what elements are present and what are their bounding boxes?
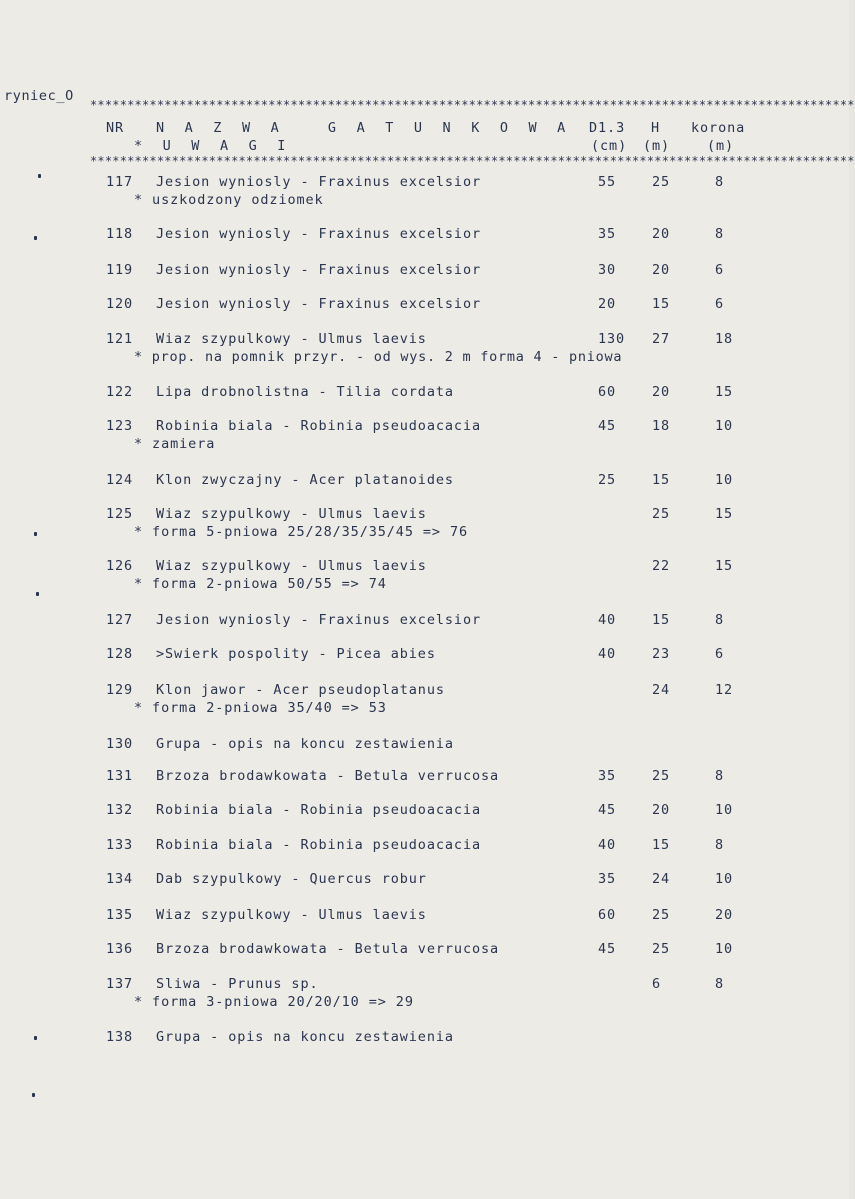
- species-name: Brzoza brodawkowata - Betula verrucosa: [156, 941, 500, 957]
- row-number: 121: [106, 331, 134, 347]
- diameter-value: 35: [598, 768, 617, 784]
- table-row: [0, 296, 849, 336]
- row-number: 129: [106, 682, 134, 698]
- species-name: Jesion wyniosly - Fraxinus excelsior: [156, 612, 481, 628]
- row-number: 130: [106, 736, 134, 752]
- row-number: 119: [106, 262, 134, 278]
- diameter-value: 45: [598, 418, 617, 434]
- row-number: 131: [106, 768, 134, 784]
- row-number: 127: [106, 612, 134, 628]
- species-name: >Swierk pospolity - Picea abies: [156, 646, 436, 662]
- species-name: Wiaz szypulkowy - Ulmus laevis: [156, 331, 427, 347]
- header-korona-unit: (m): [707, 138, 735, 154]
- diameter-value: 20: [598, 296, 617, 312]
- star-divider-top: *******************************************************************************************************: [90, 98, 855, 112]
- diameter-value: 40: [598, 837, 617, 853]
- crown-value: 10: [715, 418, 734, 434]
- remark-text: * forma 2-pniowa 35/40 => 53: [134, 700, 387, 716]
- table-row: [0, 871, 849, 911]
- header-remarks-title: * U W A G I: [134, 138, 292, 154]
- height-value: 15: [652, 837, 671, 853]
- margin-mark: [38, 174, 41, 178]
- height-value: 15: [652, 296, 671, 312]
- height-value: 20: [652, 226, 671, 242]
- row-number: 132: [106, 802, 134, 818]
- diameter-value: 30: [598, 262, 617, 278]
- header-korona: korona: [691, 120, 746, 136]
- diameter-value: 60: [598, 384, 617, 400]
- margin-mark: [34, 532, 37, 536]
- row-number: 120: [106, 296, 134, 312]
- diameter-value: 55: [598, 174, 617, 190]
- row-number: 136: [106, 941, 134, 957]
- height-value: 25: [652, 506, 671, 522]
- species-name: Robinia biala - Robinia pseudoacacia: [156, 802, 481, 818]
- margin-mark: [34, 1036, 37, 1040]
- header-h-unit: (m): [643, 138, 671, 154]
- star-divider-bottom: *******************************************************************************************************: [90, 154, 855, 168]
- diameter-value: 45: [598, 802, 617, 818]
- diameter-value: 60: [598, 907, 617, 923]
- margin-mark: [36, 592, 39, 596]
- height-value: 25: [652, 768, 671, 784]
- species-name: Robinia biala - Robinia pseudoacacia: [156, 837, 481, 853]
- crown-value: 8: [715, 174, 725, 190]
- table-row: [0, 682, 849, 722]
- row-number: 123: [106, 418, 134, 434]
- crown-value: 8: [715, 837, 725, 853]
- table-row: [0, 1029, 849, 1069]
- header-d13: D1.3: [589, 120, 626, 136]
- diameter-value: 45: [598, 941, 617, 957]
- height-value: 27: [652, 331, 671, 347]
- file-label: ryniec_O: [4, 88, 74, 104]
- remark-text: * zamiera: [134, 436, 216, 452]
- header-name-title: N A Z W A G A T U N K O W A: [156, 120, 572, 136]
- margin-mark: [34, 236, 37, 240]
- height-value: 6: [652, 976, 662, 992]
- crown-value: 10: [715, 802, 734, 818]
- species-name: Grupa - opis na koncu zestawienia: [156, 736, 454, 752]
- crown-value: 10: [715, 941, 734, 957]
- row-number: 125: [106, 506, 134, 522]
- diameter-value: 130: [598, 331, 626, 347]
- row-number: 122: [106, 384, 134, 400]
- table-row: [0, 941, 849, 981]
- row-number: 126: [106, 558, 134, 574]
- height-value: 25: [652, 907, 671, 923]
- species-name: Klon zwyczajny - Acer platanoides: [156, 472, 454, 488]
- species-name: Wiaz szypulkowy - Ulmus laevis: [156, 506, 427, 522]
- crown-value: 15: [715, 384, 734, 400]
- crown-value: 6: [715, 262, 725, 278]
- margin-mark: [32, 1093, 35, 1097]
- species-name: Jesion wyniosly - Fraxinus excelsior: [156, 226, 481, 242]
- remark-text: * forma 3-pniowa 20/20/10 => 29: [134, 994, 414, 1010]
- height-value: 22: [652, 558, 671, 574]
- species-name: Jesion wyniosly - Fraxinus excelsior: [156, 174, 481, 190]
- species-name: Dab szypulkowy - Quercus robur: [156, 871, 427, 887]
- table-row: [0, 506, 849, 546]
- crown-value: 8: [715, 612, 725, 628]
- height-value: 15: [652, 612, 671, 628]
- height-value: 20: [652, 262, 671, 278]
- height-value: 24: [652, 682, 671, 698]
- crown-value: 8: [715, 976, 725, 992]
- header-nr: NR: [106, 120, 125, 136]
- crown-value: 10: [715, 472, 734, 488]
- header-h: H: [651, 120, 661, 136]
- diameter-value: 40: [598, 646, 617, 662]
- table-row: [0, 646, 849, 686]
- table-row: [0, 226, 849, 266]
- row-number: 137: [106, 976, 134, 992]
- species-name: Jesion wyniosly - Fraxinus excelsior: [156, 296, 481, 312]
- row-number: 117: [106, 174, 134, 190]
- species-name: Grupa - opis na koncu zestawienia: [156, 1029, 454, 1045]
- row-number: 135: [106, 907, 134, 923]
- crown-value: 18: [715, 331, 734, 347]
- crown-value: 20: [715, 907, 734, 923]
- table-row: [0, 976, 849, 1016]
- header-d13-unit: (cm): [591, 138, 628, 154]
- row-number: 138: [106, 1029, 134, 1045]
- remark-text: * uszkodzony odziomek: [134, 192, 324, 208]
- species-name: Wiaz szypulkowy - Ulmus laevis: [156, 907, 427, 923]
- diameter-value: 35: [598, 226, 617, 242]
- diameter-value: 40: [598, 612, 617, 628]
- crown-value: 15: [715, 558, 734, 574]
- species-name: Robinia biala - Robinia pseudoacacia: [156, 418, 481, 434]
- crown-value: 15: [715, 506, 734, 522]
- row-number: 124: [106, 472, 134, 488]
- species-name: Sliwa - Prunus sp.: [156, 976, 319, 992]
- diameter-value: 25: [598, 472, 617, 488]
- row-number: 128: [106, 646, 134, 662]
- table-row: [0, 331, 849, 371]
- species-name: Klon jawor - Acer pseudoplatanus: [156, 682, 445, 698]
- crown-value: 12: [715, 682, 734, 698]
- diameter-value: 35: [598, 871, 617, 887]
- height-value: 24: [652, 871, 671, 887]
- height-value: 25: [652, 174, 671, 190]
- remark-text: * forma 5-pniowa 25/28/35/35/45 => 76: [134, 524, 469, 540]
- height-value: 15: [652, 472, 671, 488]
- crown-value: 6: [715, 646, 725, 662]
- row-number: 133: [106, 837, 134, 853]
- height-value: 20: [652, 802, 671, 818]
- species-name: Wiaz szypulkowy - Ulmus laevis: [156, 558, 427, 574]
- crown-value: 8: [715, 226, 725, 242]
- crown-value: 8: [715, 768, 725, 784]
- remark-text: * forma 2-pniowa 50/55 => 74: [134, 576, 387, 592]
- height-value: 18: [652, 418, 671, 434]
- crown-value: 6: [715, 296, 725, 312]
- species-name: Jesion wyniosly - Fraxinus excelsior: [156, 262, 481, 278]
- species-name: Lipa drobnolistna - Tilia cordata: [156, 384, 454, 400]
- table-row: [0, 802, 849, 842]
- crown-value: 10: [715, 871, 734, 887]
- row-number: 134: [106, 871, 134, 887]
- height-value: 23: [652, 646, 671, 662]
- table-row: [0, 418, 849, 458]
- table-row: [0, 174, 849, 214]
- height-value: 25: [652, 941, 671, 957]
- row-number: 118: [106, 226, 134, 242]
- remark-text: * prop. na pomnik przyr. - od wys. 2 m forma 4 - pniowa: [134, 349, 623, 365]
- height-value: 20: [652, 384, 671, 400]
- table-row: [0, 558, 849, 598]
- species-name: Brzoza brodawkowata - Betula verrucosa: [156, 768, 500, 784]
